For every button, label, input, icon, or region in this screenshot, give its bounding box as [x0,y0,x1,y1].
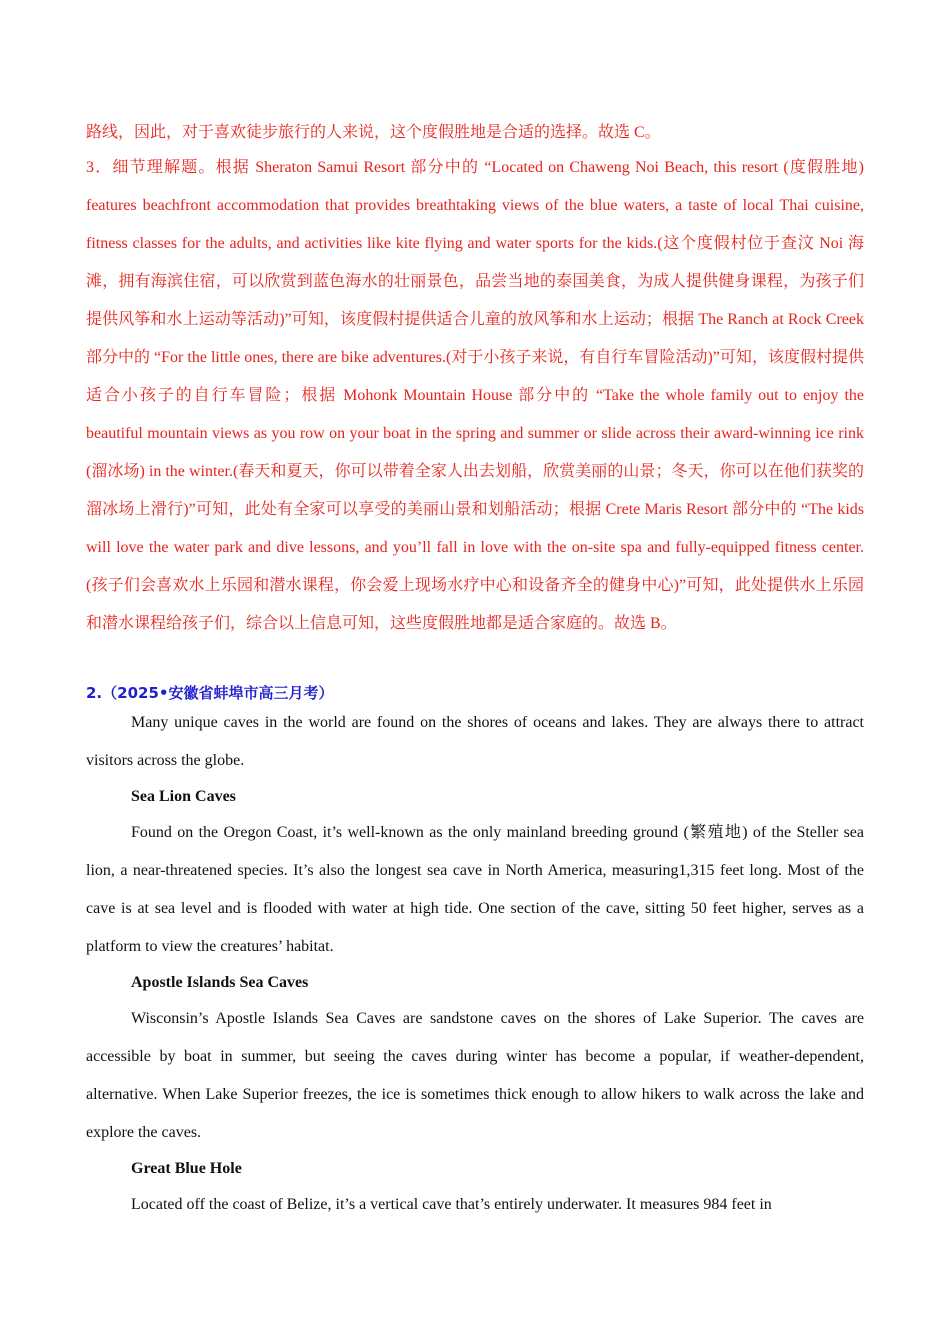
section-title-sea-lion-caves: Sea Lion Caves [131,788,236,805]
section-text-great-blue-hole: Located off the coast of Belize, it’s a vertical cave that’s entirely underwater. It measures 984 feet in [131,1196,772,1213]
question-header: 2.（2025•安徽省蚌埠市高三月考） [86,684,334,702]
section-title-great-blue-hole: Great Blue Hole [131,1160,242,1177]
explanation-continuation: 路线，因此，对于喜欢徒步旅行的人来说，这个度假胜地是合适的选择。故选 C。 [86,124,661,141]
section-title-apostle-islands: Apostle Islands Sea Caves [131,974,309,991]
answer-explanation [86,114,864,643]
passage-intro: Many unique caves in the world are found on the shores of oceans and lakes. They are always there to attract visitors across the globe. [86,714,864,769]
section-text-apostle-islands: Wisconsin’s Apostle Islands Sea Caves are sandstone caves on the shores of Lake Superior. The caves are accessible by boat in summer, but seeing the caves during winter has become a popular, if weather-dependent, alternative. When Lake Superior freezes, the ice is sometimes thick enough to allow hikers to walk across the lake and explore the caves. [86,1010,864,1141]
section-text-sea-lion-caves: Found on the Oregon Coast, it’s well-known as the only mainland breeding ground (繁殖地) of the Steller sea lion, a near-threatened species. It’s also the longest sea cave in North America, measuring1,315 feet long. Most of the cave is at sea level and is flooded with water at high tide. One section of the cave, sitting 50 feet higher, serves as a platform to view the creatures’ habitat. [86,824,864,955]
explanation-item-3: 3．细节理解题。根据 Sheraton Samui Resort 部分中的 “Located on Chaweng Noi Beach, this resort (度假胜地) features beachfront accommodation that provides breathtaking views of the blue waters, a taste of local Thai cuisine, fitness classes for the adults, and activities like kite flying and water sports for the kids.(这个度假村位于查汶 Noi 海滩，拥有海滨住宿，可以欣赏到蓝色海水的壮丽景色，品尝当地的泰国美食，为成人提供健身课程，为孩子们提供风筝和水上运动等活动)”可知，该度假村提供适合儿童的放风筝和水上运动；根据 The Ranch at Rock Creek 部分中的 “For the little ones, there are bike adventures.(对于小孩子来说，有自行车冒险活动)”可知，该度假村提供适合小孩子的自行车冒险；根据 Mohonk Mountain House 部分中的 “Take the whole family out to enjoy the beautiful mountain views as you row on your boat in the spring and summer or slide across their award-winning ice rink (溜冰场) in the winter.(春天和夏天，你可以带着全家人出去划船，欣赏美丽的山景；冬天，你可以在他们获奖的溜冰场上滑行)”可知，此处有全家可以享受的美丽山景和划船活动；根据 Crete Maris Resort 部分中的 “The kids will love the water park and dive lessons, and you’ll fall in love with the on-site spa and fully-equipped fitness center. (孩子们会喜欢水上乐园和潜水课程，你会爱上现场水疗中心和设备齐全的健身中心)”可知，此处提供水上乐园和潜水课程给孩子们，综合以上信息可知，这些度假胜地都是适合家庭的。故选 B。 [86,159,864,632]
reading-passage [86,704,864,1224]
